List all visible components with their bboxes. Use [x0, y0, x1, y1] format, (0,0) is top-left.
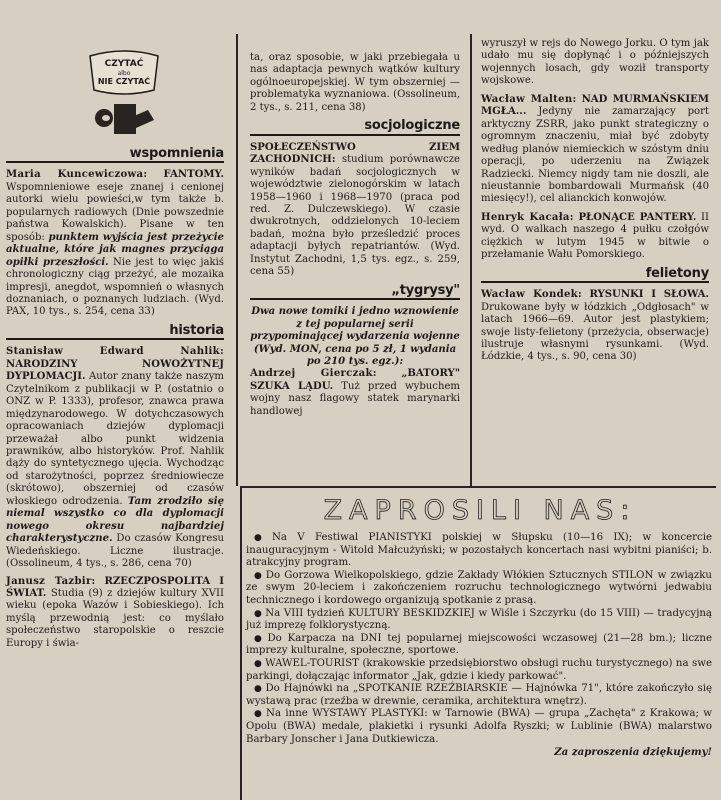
- review-tazbir: [6, 576, 224, 651]
- tygrysy-intro-note: Dwa nowe tomiki i jedno wznowienie z tej popularnej serii przypominającej wydarzenia wojenne (Wyd. MON, cena po 5 zł, 1 wydania po 210 tys. egz.):: [250, 306, 460, 367]
- review-body: Wspomnieniowe eseje znanej i cenionej autorki wielu powieści,w tym także b. popularnych radiowych (Dnie powszednie państwa Kowalskich). Pisane w ten sposób:: [6, 181, 224, 243]
- column-divider: [470, 34, 472, 486]
- review-body: Nie jest to więc jakiś chronologiczny ciąg przeżyć, ale mozaika impresji, anegdot, wspomnień o własnych doznaniach, o poznanych ludziach. (Wyd. PAX, 10 tys., s. 254, cena 33): [6, 256, 224, 318]
- column-left: [6, 38, 224, 650]
- review-author: Janusz Tazbir:: [6, 575, 96, 587]
- review-nahlik: [6, 346, 224, 570]
- review-title: FANTOMY.: [163, 169, 224, 181]
- review-kacala: [481, 212, 709, 262]
- section-heading-tygrysy: „tygrysy": [250, 285, 460, 300]
- bullet-icon: ●: [254, 684, 263, 695]
- review-continuation: wyruszył w rejs do Nowego Jorku. O tym jak udało mu się dopłynąć i o późniejszych wojennych losach, gdy woził transporty wojskowe.: [481, 38, 709, 87]
- logo-line1: CZYTAĆ: [104, 59, 144, 69]
- review-body: Autor znany także naszym Czytelnikom z publikacji w P. (ostatnio o ONZ w P. 1333), profesor, znawca prawa międzynarodowego. W dotychczasowych opracowaniach dziejów dyplomacji przeważał albo punkt widzenia prawników, albo historyków. Prof. Nahlik dąży do syntetycznego ujęcia. Wychodząc od starożytności, poprzez średniowiecze (skrótowo), obszerniej od czasów włoskiego odrodzenia.: [6, 371, 224, 507]
- section-heading-wspomnienia: wspomnienia: [6, 148, 224, 163]
- invite-item: ● Do Gorzowa Wielkopolskiego, gdzie Zakłady Włókien Sztucznych STILON w związku ze swym 20-leciem i zakończeniem rozruchu technologicznego wytwórni jedwabiu technicznego i kordowego organizują spotkanie z prasą.: [246, 569, 712, 606]
- review-title: PŁONĄCE PANTERY.: [578, 211, 697, 223]
- review-kuncewiczowa: [6, 169, 224, 318]
- review-body: II wyd. O walkach naszego 4 pułku czołgów ciężkich w lutym 1945 w bitwie o przełamanie Wału Pomorskiego.: [481, 211, 709, 261]
- review-author: Andrzej Gierczak:: [250, 368, 377, 380]
- review-kondek: [481, 289, 709, 364]
- review-body: Studia (9) z dziejów kultury XVII wieku (epoka Wazów i Sobieskiego). Ich myślą przewodnią jest: co myślało społeczeństwo staropolskie o reszcie Europy i świa-: [6, 587, 225, 649]
- logo-line2: albo: [117, 70, 131, 77]
- invites-box-border: [240, 486, 242, 800]
- invite-item: ● Na inne WYSTAWY PLASTYKI: w Tarnowie (BWA) — grupa „Zachęta" z Krakowa; w Opolu (BWA) medale, plakietki i rysunki Adolfa Ryszki; w Lublinie (BWA) malarstwo Barbary Jonscher i Jana Dutkiewicza.: [246, 708, 713, 745]
- review-body: Do czasów Kongresu Wiedeńskiego. Liczne ilustracje. (Ossolineum, 4 tys., s. 286, cena 70): [6, 533, 224, 570]
- review-body: studium porównawcze wyników badań socjologicznych w województwie zielonogórskim w latach 1958—1960 i 1968—1970 (praca pod red. Z. Dulczewskiego). W czasie dwukrotnych, oddzielonych 10-leciem badań, można było prześledzić proces adaptacji byłych repatriantów. (Wyd. Instytut Zachodni, 1,5 tys. egz., s. 259, cena 55): [250, 154, 460, 278]
- review-title: RYSUNKI I SŁOWA.: [589, 289, 709, 301]
- section-heading-socjologiczne: socjologiczne: [250, 120, 460, 135]
- review-spoleczenstwo: [250, 142, 460, 279]
- invites-box-border: [240, 486, 716, 488]
- review-continuation: ta, oraz sposobie, w jaki przebiegała u nas adaptacja pewnych wątków kultury ogólnoeuropejskiej. W tym obszerniej — problematyka wyznaniowa. (Ossolineum, 2 tys., s. 211, cena 38): [250, 52, 460, 113]
- invite-item: ● Na V Festiwal PIANISTYKI polskiej w Słupsku (10—16 IX); w koncercie inauguracyjnym - Witold Małcużyński; w pozostałych koncertach nasi wybitni pianiści; b. atrakcyjny program.: [246, 532, 712, 569]
- zaprosili-nas-banner: ZAPROSILI NAS:: [323, 494, 637, 526]
- review-body: Drukowane były w łódzkich „Odgłosach" w latach 1966—69. Autor jest plastykiem; swoje listy-felietony (przeżycia, obserwacje) ilustruje własnymi rysunkami. (Wyd. Łódzkie, 4 tys., s. 90, cena 30): [481, 301, 709, 363]
- invite-item: ● Do Hajnówki na „SPOTKANIE RZEŹBIARSKIE — Hajnówka 71", które zakończyło się wystawą prac (rzeźba w drewnie, ceramika, architektura wnętrz).: [246, 683, 712, 707]
- review-quote: punktem wyjścia jest przeżycie aktualne, które jak magnes przyciąga opiłki przeszłości.: [6, 231, 224, 268]
- review-body: Jedyny nie zamarzający port arktyczny ZSRR, jako punkt strategiczny o ogromnym znaczeniu, miał być zdobyty według planów niemieckich w szóstym dniu operacji, po uderzeniu na Związek Radziecki. Niemcy nigdy tam nie doszli, ale nieustannie bombardowali Murmańsk (40 miesięcy!), cel alianckich konwojów.: [481, 106, 709, 205]
- invite-item: ● WAWEL-TOURIST (krakowskie przedsiębiorstwo obsługi ruchu turystycznego) na swe parkingi, dołączając informator „Jak, gdzie i kiedy parkować".: [246, 657, 712, 682]
- review-author: Wacław Kondek:: [481, 289, 583, 301]
- invite-item: ● Do Karpacza na DNI tej popularnej miejscowości wczasowej (21—28 bm.); liczne imprezy kulturalne, społeczne, sportowe.: [246, 632, 713, 657]
- section-heading-felietony: felietony: [481, 268, 709, 283]
- bullet-icon: ●: [254, 658, 263, 669]
- review-author: Henryk Kacała:: [481, 211, 574, 223]
- bullet-icon: ●: [254, 709, 264, 720]
- review-title: NARODZINY NOWOŻYTNEJ DYPLOMACJI.: [6, 358, 224, 383]
- thanks-line: Za zaproszenia dziękujemy!: [554, 746, 712, 759]
- review-title: „BATORY" SZUKA LĄDU.: [250, 368, 460, 392]
- review-gierczak: [250, 368, 460, 418]
- bullet-icon: ●: [254, 608, 263, 619]
- bullet-icon: ●: [254, 570, 263, 581]
- review-body: Tuż przed wybuchem wojny nasz flagowy statek marynarki handlowej: [250, 380, 460, 417]
- bullet-icon: ●: [254, 633, 265, 644]
- review-title: RZECZPOSPOLITA I ŚWIAT.: [6, 575, 224, 599]
- review-title: NAD MURMAŃSKIEM MGŁA...: [481, 93, 709, 118]
- logo-line3: NIE CZYTAĆ: [97, 77, 151, 86]
- review-author: Maria Kuncewiczowa:: [6, 169, 148, 181]
- invites-list: [246, 532, 712, 759]
- column-divider: [236, 34, 238, 486]
- section-heading-historia: historia: [6, 325, 224, 340]
- invite-item: ● Na VIII tydzień KULTURY BESKIDZKIEJ w Wiśle i Szczyrku (do 15 VIII) — tradycyjną już imprezę folklorystyczną.: [246, 607, 712, 632]
- bullet-icon: ●: [254, 533, 269, 543]
- review-quote: Tam zrodziło się niemal wszystko co dla dyplomacji nowego okresu najbardziej charakterystyczne.: [6, 495, 224, 545]
- review-author: Stanisław Edward Nahlik:: [6, 346, 224, 358]
- column-middle: [250, 52, 460, 418]
- column-right: [481, 38, 709, 364]
- review-title: SPOŁECZEŃSTWO ZIEM ZACHODNICH:: [250, 141, 460, 166]
- review-malten: [481, 94, 709, 206]
- review-author: Wacław Malten:: [481, 93, 577, 105]
